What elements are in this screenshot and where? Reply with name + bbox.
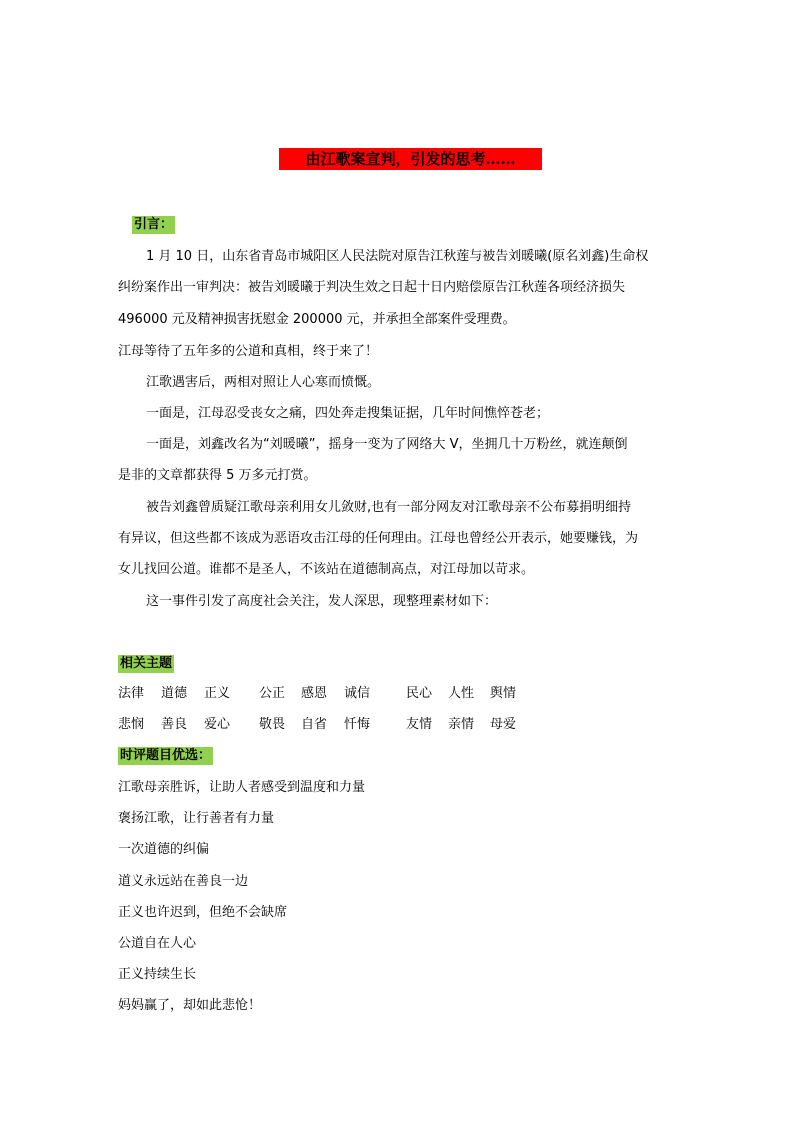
title-suggestion: 正义持续生长 — [118, 967, 197, 982]
paragraph-line: 纠纷案作出一审判决：被告刘暖曦于判决生效之日起十日内赔偿原告江秋莲各项经济损失 — [118, 280, 626, 295]
themes-heading: 相关主题 — [120, 656, 173, 671]
theme-word: 公正 — [259, 686, 286, 701]
paragraph-line: 一面是，江母忍受丧女之痛，四处奔走搜集证据，几年时间憔悴苍老； — [146, 406, 550, 421]
theme-word: 友情 — [406, 717, 433, 732]
title-suggestion: 道义永远站在善良一边 — [118, 874, 249, 889]
intro-heading: 引言： — [134, 217, 174, 232]
paragraph-line: 一面是，刘鑫改名为“刘暖曦”，摇身一变为了网络大 V，坐拥几十万粉丝，就连颠倒 — [146, 437, 628, 452]
titles-heading: 时评题目优选： — [120, 748, 212, 763]
paragraph-line: 江歌遇害后，两相对照让人心寒而愤慨。 — [146, 375, 381, 390]
theme-word: 正义 — [204, 686, 231, 701]
title-suggestion: 公道自在人心 — [118, 936, 197, 951]
paragraph-line: 女儿找回公道。谁都不是圣人，不该站在道德制高点，对江母加以苛求。 — [118, 562, 535, 577]
title-suggestion: 妈妈赢了，却如此悲怆！ — [118, 998, 262, 1013]
theme-word: 亲情 — [448, 717, 475, 732]
theme-word: 感恩 — [301, 686, 328, 701]
title-suggestion: 一次道德的纠偏 — [118, 842, 210, 857]
theme-word: 法律 — [118, 686, 145, 701]
theme-word: 民心 — [406, 686, 433, 701]
theme-word: 悲悯 — [118, 717, 145, 732]
paragraph-line: 是非的文章都获得 5 万多元打赏。 — [118, 468, 317, 483]
paragraph-line: 1 月 10 日，山东省青岛市城阳区人民法院对原告江秋莲与被告刘暖曦(原名刘鑫)生命权 — [146, 249, 649, 264]
paragraph-line: 这一事件引发了高度社会关注，发人深思，现整理素材如下： — [146, 594, 498, 609]
theme-word: 善良 — [161, 717, 188, 732]
theme-word: 忏悔 — [344, 717, 371, 732]
paragraph-line: 496000 元及精神损害抚慰金 200000 元，并承担全部案件受理费。 — [118, 312, 516, 327]
theme-word: 人性 — [448, 686, 475, 701]
title-suggestion: 江歌母亲胜诉，让助人者感受到温度和力量 — [118, 780, 366, 795]
theme-word: 自省 — [301, 717, 328, 732]
paragraph-line: 有异议，但这些都不该成为恶语攻击江母的任何理由。江母也曾经公开表示，她要赚钱，为 — [118, 531, 639, 546]
paragraph-line: 江母等待了五年多的公道和真相，终于来了！ — [118, 344, 379, 359]
title-suggestion: 正义也许迟到，但绝不会缺席 — [118, 905, 288, 920]
theme-word: 爱心 — [204, 717, 231, 732]
theme-word: 道德 — [161, 686, 188, 701]
theme-word: 母爱 — [490, 717, 517, 732]
theme-word: 诚信 — [344, 686, 371, 701]
paragraph-line: 被告刘鑫曾质疑江歌母亲利用女儿敛财,也有一部分网友对江歌母亲不公布募捐明细持 — [146, 500, 632, 515]
theme-word: 舆情 — [490, 686, 517, 701]
theme-word: 敬畏 — [259, 717, 286, 732]
title-suggestion: 褒扬江歌，让行善者有力量 — [118, 811, 275, 826]
document-title: 由江歌案宣判，引发的思考…… — [279, 148, 542, 170]
